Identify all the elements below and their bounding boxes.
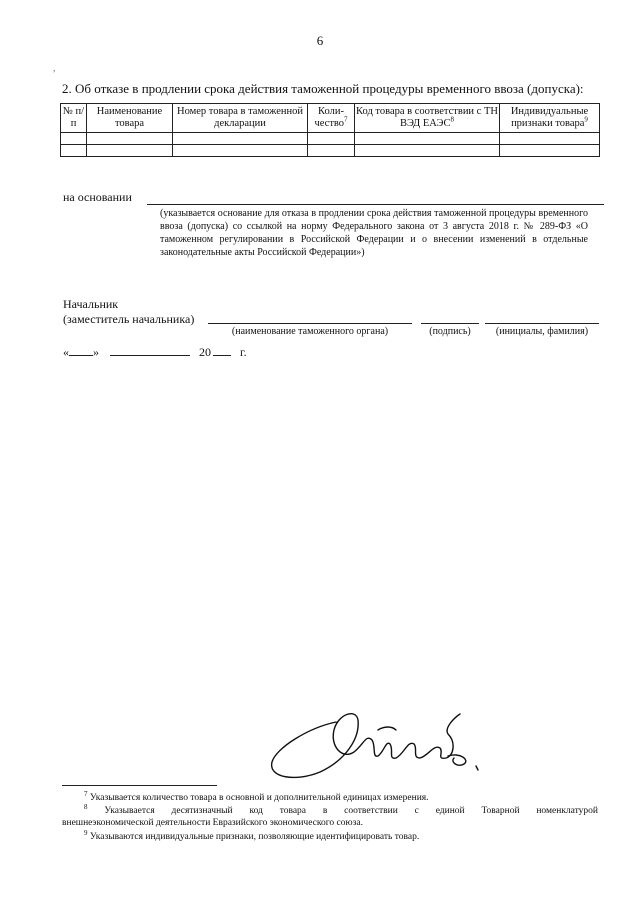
section-title: 2. Об отказе в продлении срока действия таможенной процедуры временного ввоза (допуска):: [62, 81, 584, 96]
handwritten-signature: [268, 700, 493, 790]
table-cell: [87, 145, 173, 157]
name-line: [485, 323, 599, 324]
chief-title: Начальник: [63, 297, 119, 311]
table-cell: [500, 145, 600, 157]
day-blank: [69, 344, 93, 356]
date-close-quote: »: [93, 345, 99, 359]
table-cell: [173, 145, 308, 157]
table-cell: [355, 133, 500, 145]
basis-label: на основании: [63, 190, 132, 204]
name-caption: (инициалы, фамилия): [495, 326, 589, 337]
table-cell: [355, 145, 500, 157]
page-number: 6: [316, 33, 324, 48]
date-field: [63, 344, 247, 360]
table-row: [61, 145, 600, 157]
century: 20: [199, 345, 211, 359]
table-cell: [173, 133, 308, 145]
header-quantity: Коли-чество$^7$: [308, 104, 355, 133]
year-suffix: г.: [240, 345, 247, 359]
header-goods-name: Наименование товара: [87, 104, 173, 133]
customs-authority-caption: (наименование таможенного органа): [231, 326, 389, 337]
footnote-9: $^9$ Указываются индивидуальные признаки, позволяющие идентифицировать товар.: [84, 828, 420, 842]
signature-caption: (подпись): [429, 326, 471, 337]
footnote-8: $^8$ Указывается десятизначный код товара в соответствии с единой Товарной номенклатурой внешнеэкономической деятельности Евразийского экономического союза.: [62, 802, 599, 828]
month-blank: [110, 344, 190, 356]
table-cell: [308, 133, 355, 145]
scan-mark: ,: [53, 63, 56, 73]
footnote-separator: [62, 785, 217, 786]
year-blank: [213, 344, 231, 356]
header-hs-code: Код товара в соответствии с ТН ВЭД ЕАЭС$^8$: [355, 104, 500, 133]
table-cell: [87, 133, 173, 145]
table-cell: [500, 133, 600, 145]
table-cell: [61, 145, 87, 157]
goods-table: [60, 103, 600, 157]
table-cell: [308, 145, 355, 157]
table-cell: [61, 133, 87, 145]
table-header-row: [61, 104, 600, 133]
table-row: [61, 133, 600, 145]
deputy-title: (заместитель начальника): [63, 312, 195, 326]
signature-line: [421, 323, 479, 324]
header-declaration-number: Номер товара в таможенной декларации: [173, 104, 308, 133]
footnote-7: $^7$ Указывается количество товара в основной и дополнительной единицах измерения.: [84, 789, 429, 803]
header-individual-features: Индивидуальные признаки товара$^9$: [500, 104, 600, 133]
basis-hint: (указывается основание для отказа в продлении срока действия таможенной процедуры временного ввоза (допуска) со ссылкой на норму Федерального закона от 3 августа 2018 г. № 289-ФЗ «О таможенном регулировании в Российской Федерации и о внесении изменений в отдельные законодательные акты Российской Федерации»): [160, 208, 588, 258]
header-number: № п/п: [61, 104, 87, 133]
customs-authority-line: [208, 323, 412, 324]
basis-fill-line: [147, 204, 604, 205]
date-open-quote: «: [63, 345, 69, 359]
